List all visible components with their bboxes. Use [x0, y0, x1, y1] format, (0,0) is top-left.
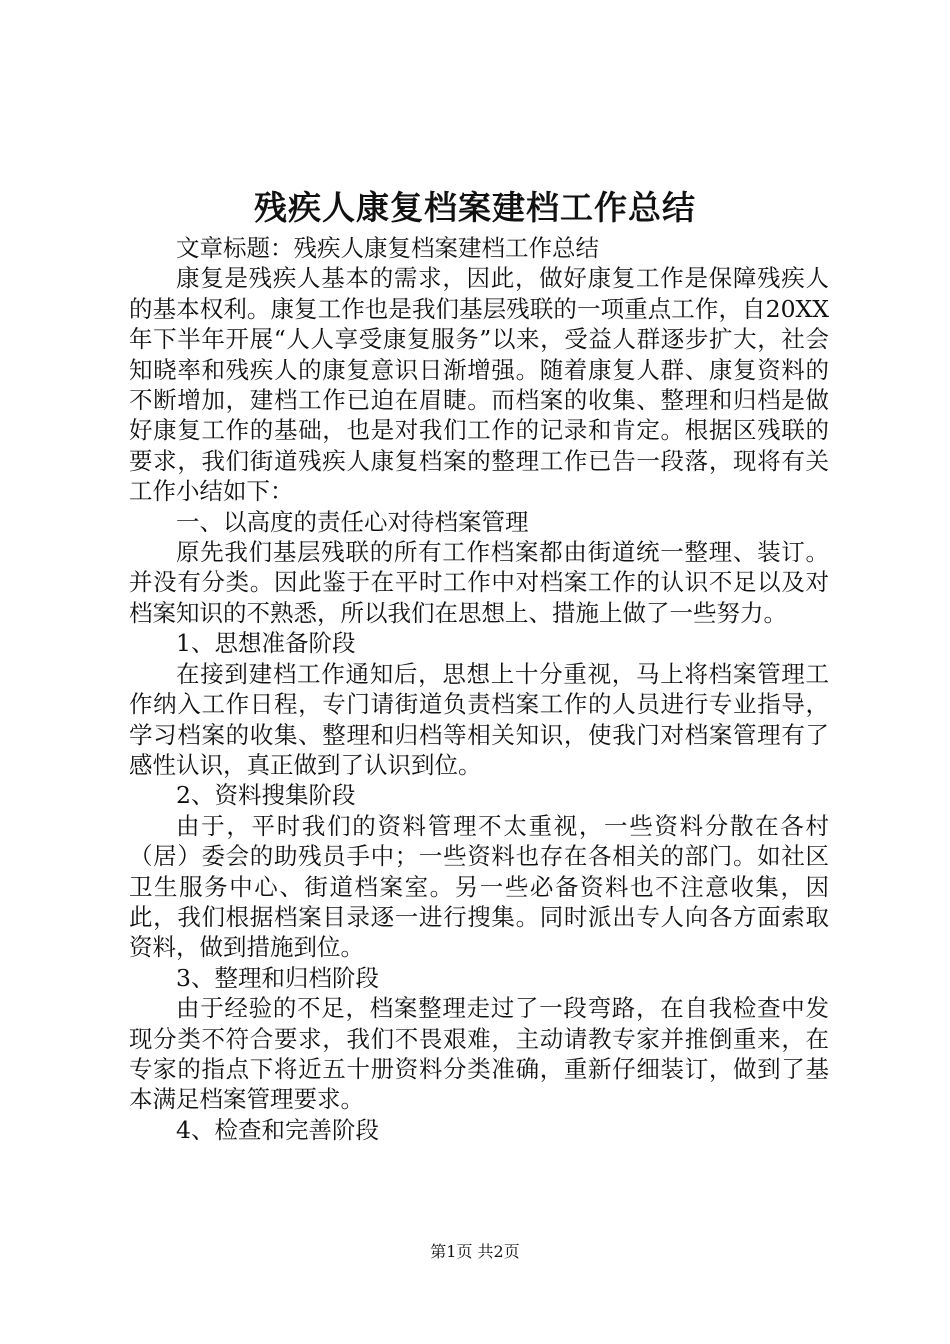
intro-paragraph: 康复是残疾人基本的需求，因此，做好康复工作是保障残疾人的基本权利。康复工作也是我们基层残联的一项重点工作，自20XX年下半年开展“人人享受康复服务”以来，受益人群逐步扩大，社会知晓率和残疾人的康复意识日渐增强。随着康复人群、康复资料的不断增加，建档工作已迫在眉睫。而档案的收集、整理和归档是做好康复工作的基础，也是对我们工作的记录和肯定。根据区残联的要求，我们街道残疾人康复档案的整理工作已告一段落，现将有关工作小结如下：: [129, 264, 829, 506]
subheading-3: 3、整理和归档阶段: [176, 963, 379, 992]
subsection-2-paragraph: 由于，平时我们的资料管理不太重视，一些资料分散在各村（居）委会的助残员手中；一些资料也存在各相关的部门。如社区卫生服务中心、街道档案室。另一些必备资料也不注意收集，因此，我们根据档案目录逐一进行搜集。同时派出专人向各方面索取资料，做到措施到位。: [129, 811, 829, 962]
subsection-1-paragraph: 在接到建档工作通知后，思想上十分重视，马上将档案管理工作纳入工作日程，专门请街道负责档案工作的人员进行专业指导，学习档案的收集、整理和归档等相关知识，使我门对档案管理有了感性认识，真正做到了认识到位。: [129, 659, 829, 779]
article-title-line: 文章标题：残疾人康复档案建档工作总结: [176, 234, 599, 262]
section-heading-1: 一、以高度的责任心对待档案管理: [176, 507, 529, 536]
page-number-footer: 第1页 共2页: [430, 1242, 520, 1261]
subheading-4: 4、检查和完善阶段: [176, 1115, 379, 1144]
subheading-2: 2、资料搜集阶段: [176, 781, 356, 810]
document-body: [129, 233, 829, 1145]
subsection-3-paragraph: 由于经验的不足，档案整理走过了一段弯路，在自我检查中发现分类不符合要求，我们不畏艰难，主动请教专家并推倒重来，在专家的指点下将近五十册资料分类准确，重新仔细装订，做到了基本满足档案管理要求。: [129, 994, 829, 1114]
section-1-paragraph: 原先我们基层残联的所有工作档案都由街道统一整理、装订。并没有分类。因此鉴于在平时工作中对档案工作的认识不足以及对档案知识的不熟悉，所以我们在思想上、措施上做了一些努力。: [129, 538, 829, 627]
subheading-1: 1、思想准备阶段: [176, 629, 356, 658]
document-title: 残疾人康复档案建档工作总结: [254, 188, 696, 227]
